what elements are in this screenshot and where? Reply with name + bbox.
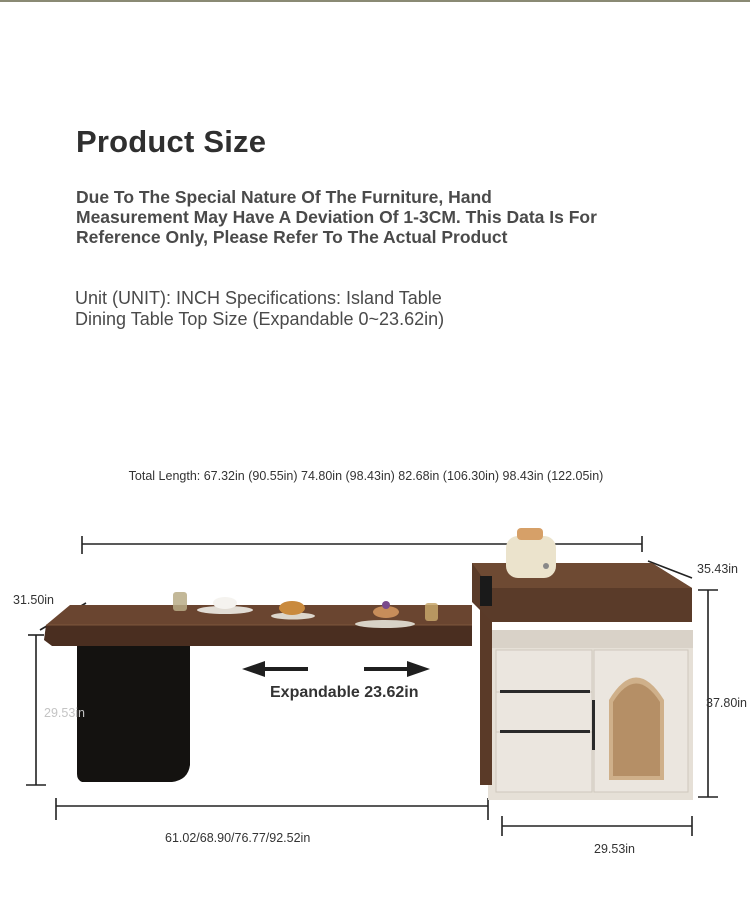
note-line: Due To The Special Nature Of The Furniture, Hand bbox=[76, 187, 492, 207]
table-leg bbox=[77, 645, 190, 782]
table-length-dimension-line bbox=[56, 798, 488, 820]
cabinet-height-dimension-line bbox=[698, 590, 718, 797]
table-height-label: 29.53in bbox=[44, 706, 86, 720]
expand-arrow-left bbox=[242, 661, 308, 677]
toaster-decoration bbox=[506, 528, 556, 578]
note-line: Reference Only, Please Refer To The Actual Product bbox=[76, 227, 508, 247]
note-line: Measurement May Have A Deviation Of 1-3CM. This Data Is For bbox=[76, 207, 597, 227]
table-length-label: 61.02/68.90/76.77/92.52in bbox=[165, 831, 311, 845]
expandable-label: Expandable 23.62in bbox=[270, 684, 419, 701]
total-length-dimension-line bbox=[82, 536, 642, 554]
table-depth-label: 31.50in bbox=[13, 593, 55, 607]
cabinet-width-dimension-line bbox=[502, 816, 692, 836]
cabinet-wood-top bbox=[472, 563, 692, 622]
spec-line: Unit (UNIT): INCH Specifications: Island Table bbox=[75, 288, 442, 308]
cabinet-width-label: 29.53in bbox=[594, 842, 636, 856]
spec-line: Dining Table Top Size (Expandable 0~23.62in) bbox=[75, 309, 445, 329]
total-length-label: Total Length: 67.32in (90.55in) 74.80in (98.43in) 82.68in (106.30in) 98.43in (122.05in) bbox=[128, 469, 604, 483]
island-cabinet bbox=[480, 605, 693, 800]
expand-arrow-right bbox=[364, 661, 430, 677]
cabinet-height-label: 37.80in bbox=[706, 696, 748, 710]
table-height-dimension-line bbox=[26, 635, 46, 785]
cabinet-depth-label: 35.43in bbox=[697, 562, 739, 576]
page-title: Product Size bbox=[76, 124, 267, 159]
